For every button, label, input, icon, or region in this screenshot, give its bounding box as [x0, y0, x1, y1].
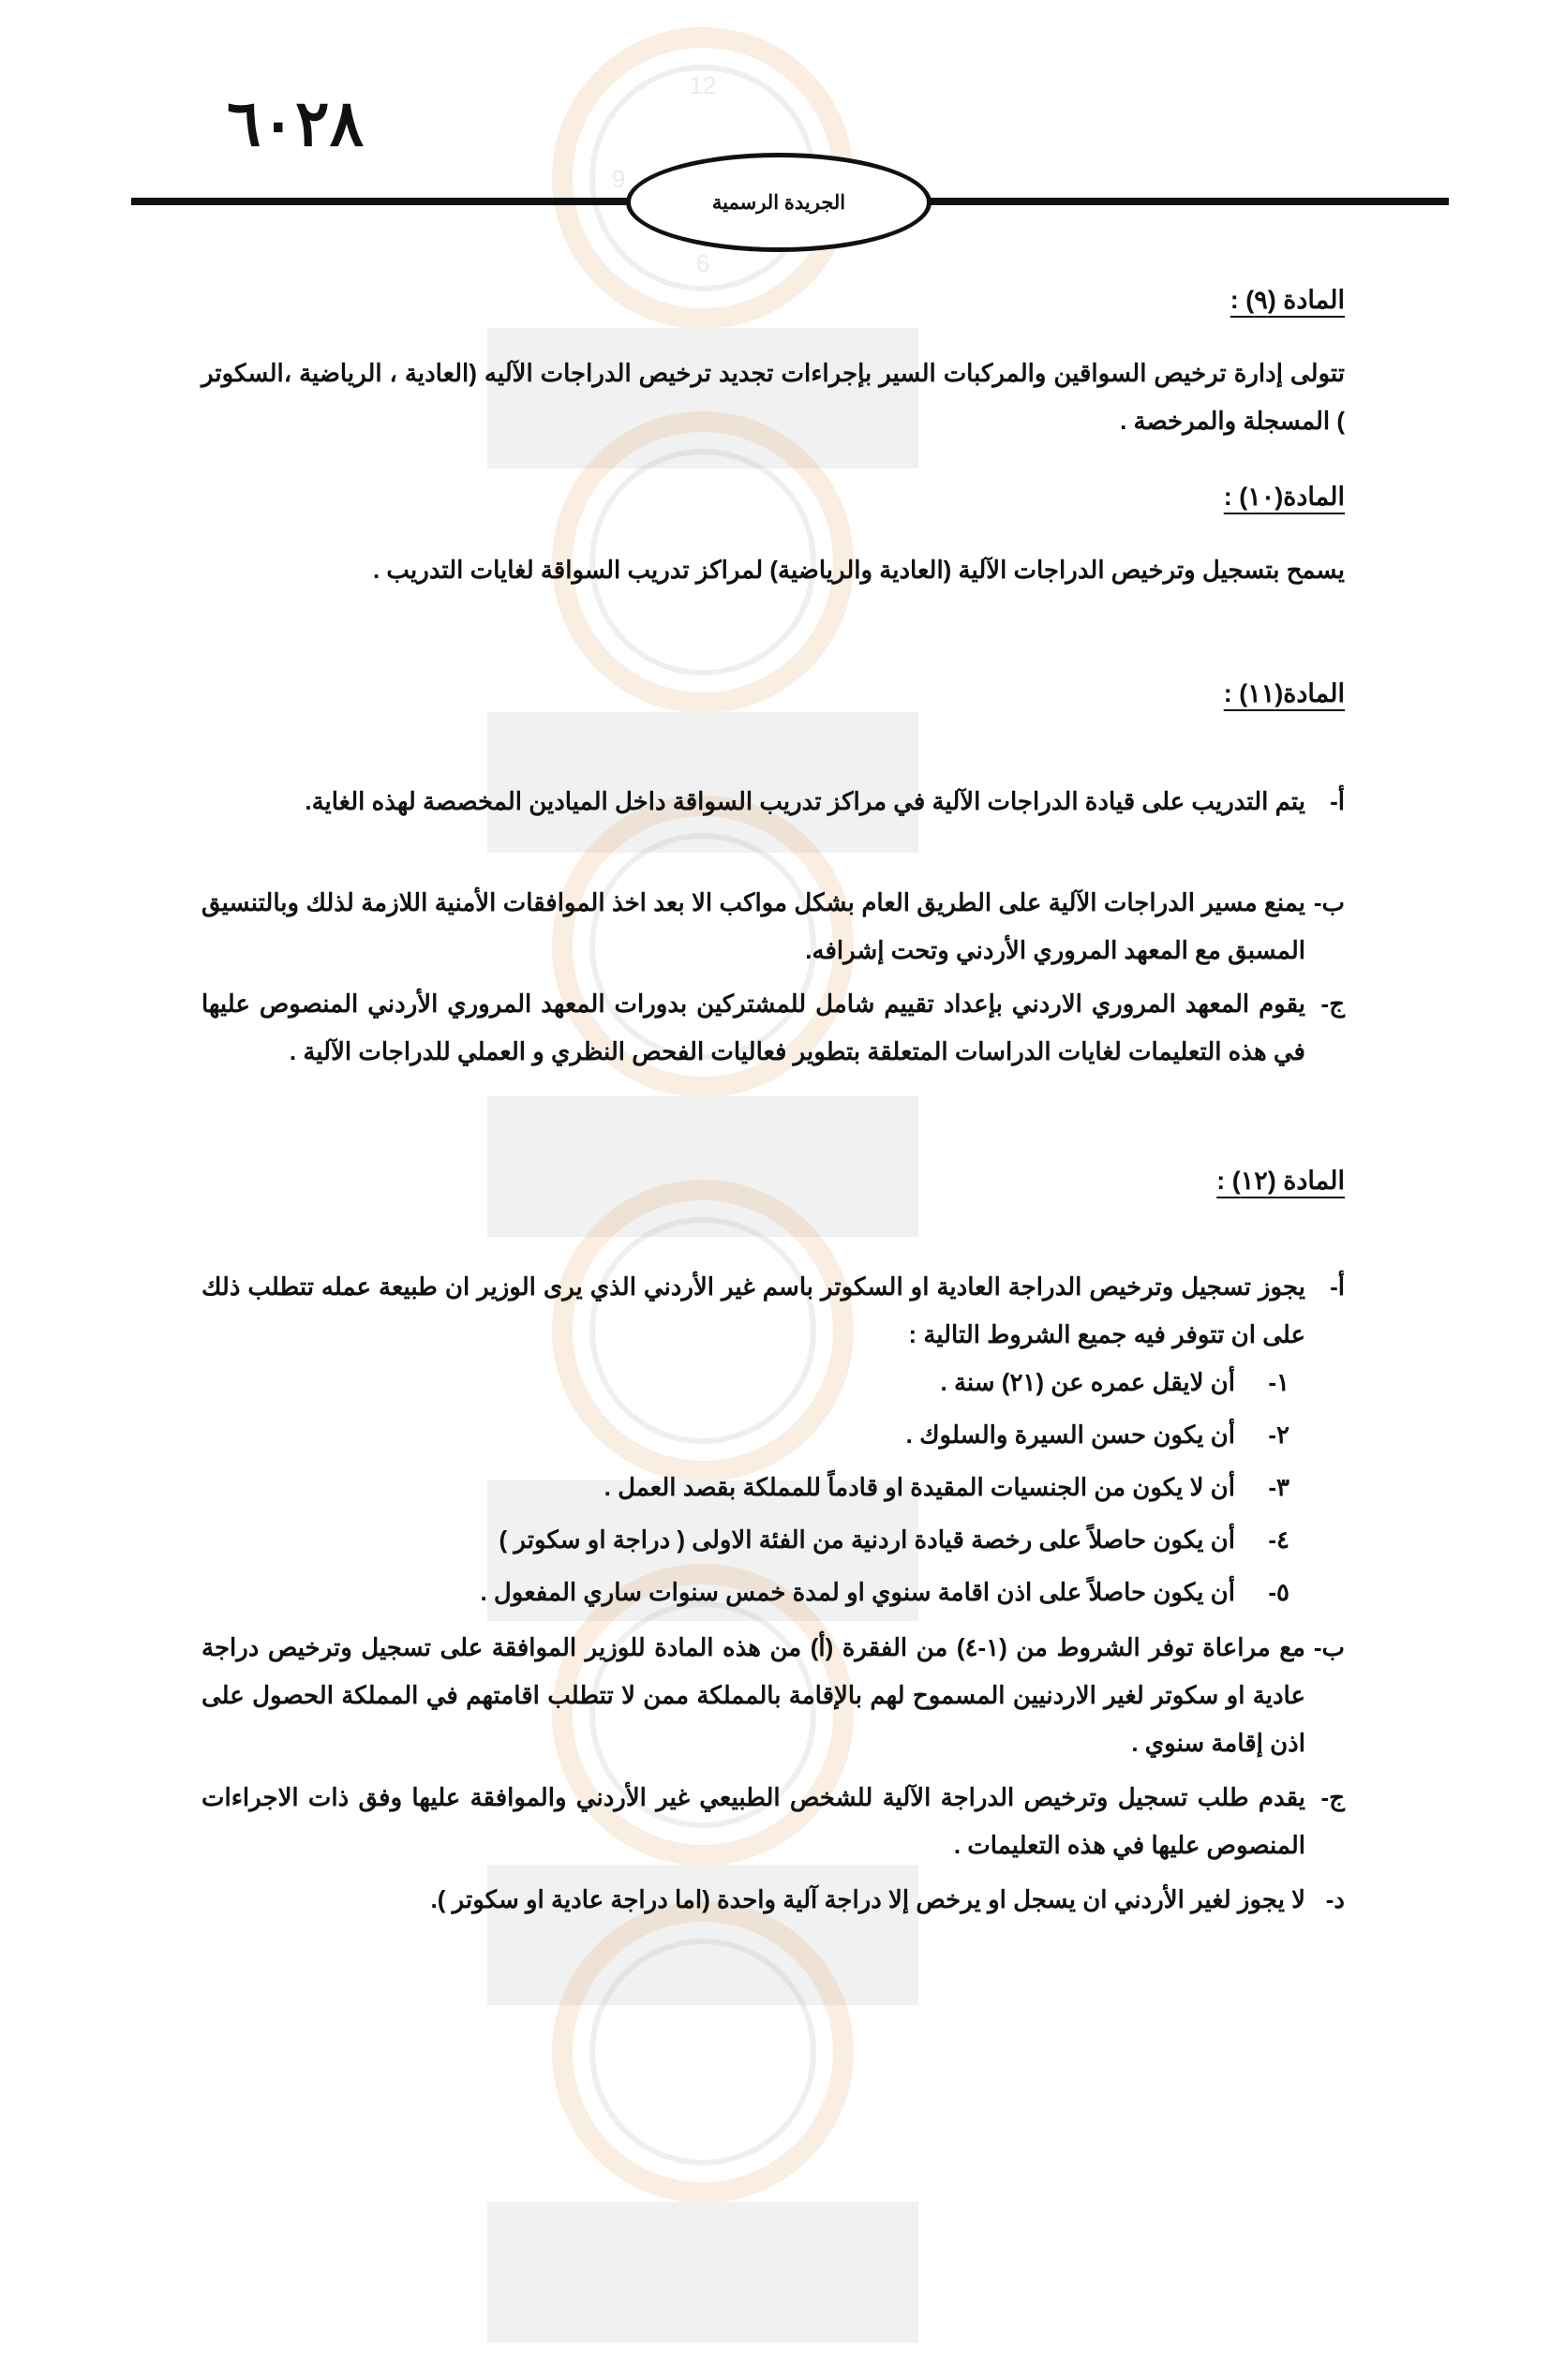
article-9-heading: المادة (٩) :: [1230, 286, 1345, 314]
svg-text:12: 12: [689, 71, 717, 99]
article-10-heading: المادة(١٠) :: [1223, 483, 1345, 511]
condition-text: أن يكون حسن السيرة والسلوك .: [905, 1421, 1235, 1449]
item-text: يقوم المعهد المروري الاردني بإعداد تقييم شامل للمشتركين بدورات المعهد المروري الأردني المنصوص عليها في هذه التعليمات لغايات الدراسات المتعلقة بتطوير فعاليات الفحص النظري و العملي للدراجات الآلية .: [201, 989, 1305, 1065]
condition-item: [212, 1411, 1289, 1459]
item-letter: ج-: [1320, 989, 1345, 1018]
item-letter: د-: [1325, 1885, 1345, 1913]
svg-text:6: 6: [695, 249, 710, 277]
condition-text: أن يكون حاصلاً على رخصة قيادة اردنية من الفئة الاولى ( دراجة او سكوتر ): [499, 1525, 1235, 1554]
article-9-text: تتولى إدارة ترخيص السواقين والمركبات السير بإجراءات تجديد ترخيص الدراجات الآليه (العادية ، الرياضية ،السكوتر ) المسجلة والمرخصة .: [201, 359, 1345, 435]
condition-number: ٢-: [1268, 1421, 1289, 1449]
page-number: ٦٠٢٨: [227, 86, 365, 161]
article-11-item: [201, 778, 1345, 826]
item-letter: أ-: [1330, 787, 1345, 815]
condition-item: [212, 1359, 1289, 1406]
condition-item: [212, 1464, 1289, 1511]
article-11-heading: المادة(١١) :: [1223, 679, 1345, 707]
item-letter: ب-: [1313, 1633, 1345, 1661]
condition-number: ٣-: [1268, 1473, 1289, 1501]
condition-text: أن لايقل عمره عن (٢١) سنة .: [940, 1368, 1235, 1396]
item-letter: أ-: [1330, 1272, 1345, 1301]
article-12-item: [201, 1876, 1345, 1924]
article-12-heading: المادة (١٢) :: [1216, 1167, 1345, 1195]
item-text: يتم التدريب على قيادة الدراجات الآلية في مراكز تدريب السواقة داخل الميادين المخصصة لهذه الغاية.: [305, 787, 1305, 815]
condition-number: ١-: [1268, 1368, 1289, 1396]
item-letter: ب-: [1313, 888, 1345, 916]
svg-text:9: 9: [611, 165, 626, 193]
item-letter: ج-: [1320, 1783, 1345, 1811]
gazette-title: الجريدة الرسمية: [711, 191, 846, 214]
condition-item: [212, 1516, 1289, 1564]
condition-number: ٥-: [1268, 1578, 1289, 1606]
item-text: يقدم طلب تسجيل وترخيص الدراجة الآلية للشخص الطبيعي غير الأردني والموافقة عليها وفق ذات الاجراءات المنصوص عليها في هذه التعليمات .: [201, 1783, 1305, 1859]
article-12-item: [201, 1624, 1345, 1767]
article-11-item: [201, 980, 1345, 1076]
condition-number: ٤-: [1268, 1525, 1289, 1554]
condition-text: أن لا يكون من الجنسيات المقيدة او قادماً للمملكة بقصد العمل .: [604, 1473, 1235, 1501]
condition-item: [212, 1569, 1289, 1616]
watermark-logo: [487, 1893, 918, 2380]
article-12-item: [201, 1774, 1345, 1869]
item-text: يجوز تسجيل وترخيص الدراجة العادية او السكوتر باسم غير الأردني الذي يرى الوزير ان طبيعة عمله تتطلب ذلك على ان تتوفر فيه جميع الشروط التالية :: [201, 1272, 1305, 1348]
gazette-title-oval: [626, 153, 931, 252]
article-12-item: [201, 1263, 1345, 1359]
item-text: لا يجوز لغير الأردني ان يسجل او يرخص إلا دراجة آلية واحدة (اما دراجة عادية او سكوتر ).: [430, 1885, 1305, 1913]
condition-text: أن يكون حاصلاً على اذن اقامة سنوي او لمدة خمس سنوات ساري المفعول .: [480, 1578, 1235, 1606]
article-10-text: يسمح بتسجيل وترخيص الدراجات الآلية (العادية والرياضية) لمراكز تدريب السواقة لغايات التدريب .: [372, 556, 1345, 584]
item-text: مع مراعاة توفر الشروط من (١-٤) من الفقرة (أ) من هذه المادة للوزير الموافقة على تسجيل وترخيص دراجة عادية او سكوتر لغير الاردنيين المسموح لهم بالإقامة بالمملكة ممن لا تتطلب اقامتهم في المملكة الحصول على اذن إقامة سنوي .: [201, 1633, 1305, 1757]
item-text: يمنع مسير الدراجات الآلية على الطريق العام بشكل مواكب الا بعد اخذ الموافقات الأمنية اللازمة لذلك وبالتنسيق المسبق مع المعهد المروري الأردني وتحت إشرافه.: [201, 888, 1305, 964]
article-11-item: [201, 879, 1345, 974]
